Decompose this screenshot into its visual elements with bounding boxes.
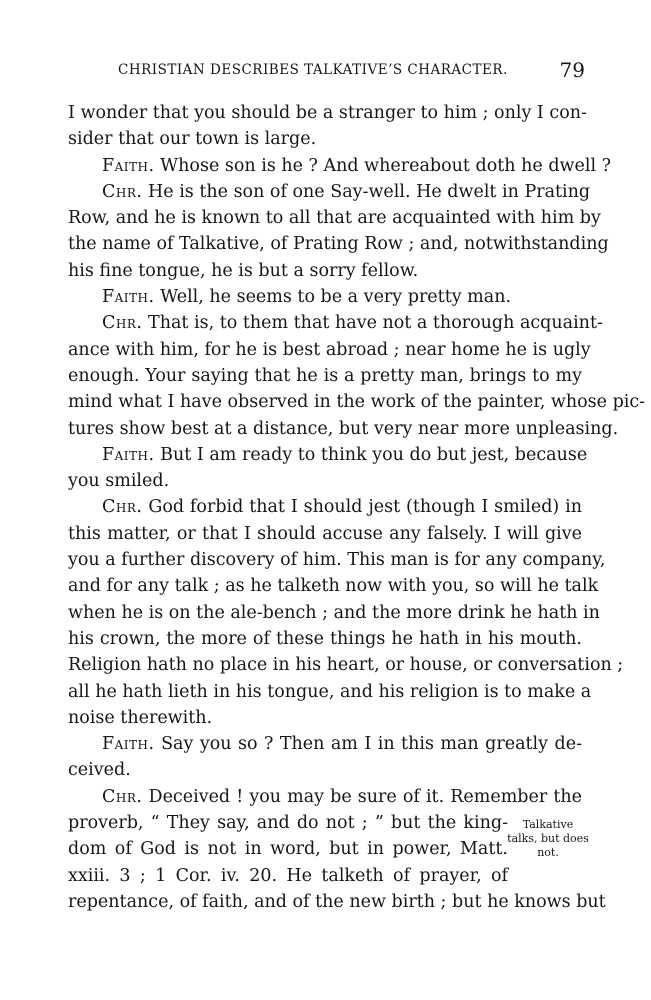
page-number: 79 [559, 58, 585, 82]
speaker-label: Faith. [102, 287, 155, 308]
text-line [68, 179, 591, 205]
speaker-label: Faith. [102, 734, 155, 755]
text-line: and for any talk ; as he talketh now with you, so will he talk [68, 576, 599, 597]
text-line [68, 284, 582, 310]
text-line: ance with him, for he is best abroad ; near home he is ugly [68, 339, 591, 360]
speaker-label: Chr. [102, 181, 143, 202]
text-line: this matter, or that I should accuse any falsely. I will give [68, 523, 582, 544]
text-line: proverb, “ They say, and do not ; ” but the king- [68, 813, 508, 834]
speaker-label: Faith. [102, 444, 155, 465]
speaker-label: Chr. [102, 313, 143, 334]
text-line-body: Deceived ! you may be sure of it. Remember the [148, 786, 582, 807]
text-line-body: God forbid that I should jest (though I smiled) in [148, 497, 582, 518]
text-line [68, 153, 612, 179]
text-line: you a further discovery of him. This man is for any company, [68, 550, 606, 571]
text-line: his crown, the more of these things he hath in his mouth. [68, 628, 582, 649]
text-line: noise therewith. [68, 707, 213, 728]
text-line [68, 731, 582, 757]
text-line-body: That is, to them that have not a thorough acquaint- [148, 313, 603, 334]
text-line [68, 494, 582, 520]
text-line: you smiled. [68, 471, 170, 492]
text-line: sider that our town is large. [68, 129, 317, 150]
text-line [68, 784, 582, 810]
text-line: mind what I have observed in the work of the painter, whose pic- [68, 392, 646, 413]
text-line: repentance, of faith, and of the new birth ; but he knows but [68, 891, 606, 912]
text-line-body: But I am ready to think you do but jest, because [160, 444, 588, 465]
speaker-label: Chr. [102, 497, 143, 518]
text-line: dom of God is not in word, but in power, Matt. [68, 839, 508, 860]
text-line: when he is on the ale-bench ; and the more drink he hath in [68, 602, 600, 623]
text-line: I wonder that you should be a stranger to him ; only I con- [68, 103, 587, 123]
text-line: the name of Talkative, of Prating Row ; and, notwithstanding [68, 234, 609, 255]
text-line-body: Whose son is he ? And whereabout doth he dwell ? [160, 155, 612, 176]
speaker-label: Chr. [102, 786, 143, 807]
text-line: xxiii. 3 ; 1 Cor. iv. 20. He talketh of prayer, of [68, 865, 508, 886]
text-line-body: Well, he seems to be a very pretty man. [160, 287, 512, 308]
text-line: Religion hath no place in his heart, or house, or conversation ; [68, 655, 624, 676]
body-text [68, 100, 646, 915]
margin-note [500, 818, 596, 860]
text-line: his fine tongue, he is but a sorry fellow. [68, 260, 419, 281]
text-line [68, 442, 588, 468]
text-line: tures show best at a distance, but very near more unpleasing. [68, 418, 619, 439]
margin-note-line: Talkative [522, 818, 574, 831]
text-line: enough. Your saying that he is a pretty man, brings to my [68, 365, 582, 386]
text-line: all he hath lieth in his tongue, and his religion is to make a [68, 681, 592, 702]
speaker-label: Faith. [102, 155, 155, 176]
margin-note-line: talks, but does [507, 832, 589, 845]
text-line [68, 310, 603, 336]
text-line-body: Say you so ? Then am I in this man greatly de- [161, 734, 582, 755]
margin-note-line: not. [537, 846, 559, 859]
text-line: Row, and he is known to all that are acquainted with him by [68, 208, 601, 229]
running-head: CHRISTIAN DESCRIBES TALKATIVE’S CHARACTER. [118, 62, 508, 78]
text-line-body: He is the son of one Say-well. He dwelt in Prating [148, 181, 591, 202]
text-line: ceived. [68, 760, 131, 781]
